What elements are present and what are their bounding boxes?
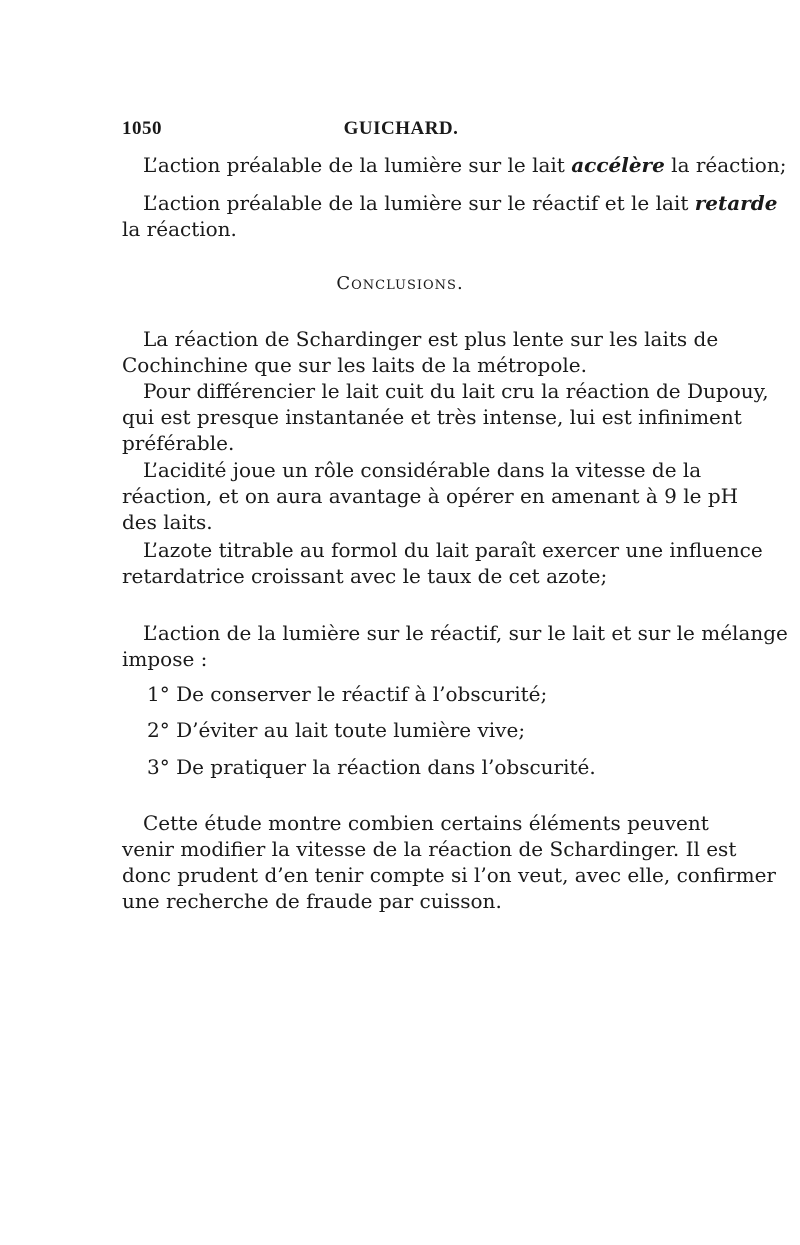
text-span: L’action préalable de la lumière sur le réactif et le lait xyxy=(143,191,695,215)
text-line: une recherche de fraude par cuisson. xyxy=(122,889,502,913)
text-line: L’acidité joue un rôle considérable dans la vitesse de la xyxy=(143,458,702,482)
list-item: 3° De pratiquer la réaction dans l’obscurité. xyxy=(147,755,596,779)
emphasis-text: retarde xyxy=(694,191,778,215)
text-line: La réaction de Schardinger est plus lente sur les laits de xyxy=(143,327,719,351)
text-line: qui est presque instantanée et très intense, lui est infiniment xyxy=(122,405,742,429)
text-span: la réaction; xyxy=(664,153,787,177)
list-item: 1° De conserver le réactif à l’obscurité; xyxy=(147,682,548,706)
text-line: réaction, et on aura avantage à opérer en amenant à 9 le pH xyxy=(122,484,739,508)
emphasis-text: accélère xyxy=(571,153,665,177)
text-line: retardatrice croissant avec le taux de cet azote; xyxy=(122,564,608,588)
text-line: impose : xyxy=(122,647,208,671)
text-line: Pour différencier le lait cuit du lait cru la réaction de Dupouy, xyxy=(143,379,769,403)
text-line: Cette étude montre combien certains éléments peuvent xyxy=(143,811,709,835)
text-line: venir modifier la vitesse de la réaction de Schardinger. Il est xyxy=(122,837,737,861)
page-header xyxy=(122,118,680,142)
running-head: GUICHARD. xyxy=(343,118,459,139)
text-line xyxy=(143,152,787,178)
list-item: 2° D’éviter au lait toute lumière vive; xyxy=(147,718,526,742)
text-line: la réaction. xyxy=(122,217,237,241)
text-line: donc prudent d’en tenir compte si l’on veut, avec elle, confirmer xyxy=(122,863,776,887)
page-number: 1050 xyxy=(122,118,162,139)
section-heading: Conclusions. xyxy=(336,273,464,294)
text-span: L’action préalable de la lumière sur le lait xyxy=(143,153,572,177)
text-line: préférable. xyxy=(122,431,235,455)
text-line: des laits. xyxy=(122,510,213,534)
text-line: Cochinchine que sur les laits de la métropole. xyxy=(122,353,587,377)
text-line: L’azote titrable au formol du lait paraît exercer une influence xyxy=(143,538,763,562)
text-line: L’action de la lumière sur le réactif, sur le lait et sur le mélange xyxy=(143,621,788,645)
text-line xyxy=(143,190,778,216)
